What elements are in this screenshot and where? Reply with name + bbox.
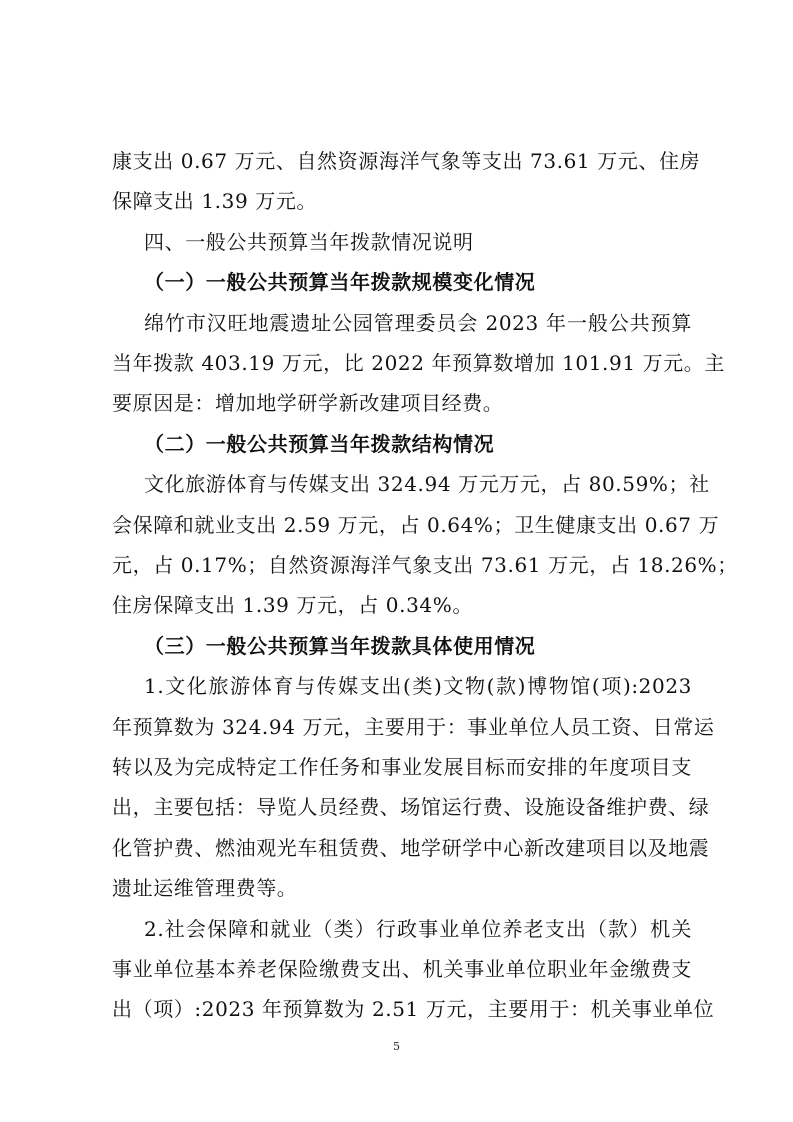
section-heading: （三）一般公共预算当年拨款具体使用情况 — [144, 633, 536, 658]
text-line: 化管护费、燃油观光车租赁费、地学研学中心新改建项目以及地震 — [112, 835, 710, 860]
text-line: 要原因是：增加地学研学新改建项目经费。 — [112, 391, 504, 416]
section-heading: （二）一般公共预算当年拨款结构情况 — [144, 431, 495, 456]
page-number: 5 — [393, 1040, 400, 1053]
text-line: 当年拨款 403.19 万元，比 2022 年预算数增加 101.91 万元。主 — [112, 351, 726, 375]
text-line: 转以及为完成特定工作任务和事业发展目标而安排的年度项目支 — [112, 755, 692, 779]
text-line: 出（项）:2023 年预算数为 2.51 万元，主要用于：机关事业单位 — [112, 997, 715, 1022]
text-line: 会保障和就业支出 2.59 万元，占 0.64%；卫生健康支出 0.67 万 — [112, 512, 720, 537]
text-line: 年预算数为 324.94 万元，主要用于：事业单位人员工资、日常运 — [112, 714, 715, 739]
text-line: 事业单位基本养老保险缴费支出、机关事业单位职业年金缴费支 — [112, 957, 692, 981]
text-line: 遗址运维管理费等。 — [112, 876, 298, 901]
text-line: 1.文化旅游体育与传媒支出(类)文物(款)博物馆(项):2023 — [144, 674, 692, 699]
text-line: 文化旅游体育与传媒支出 324.94 万元万元，占 80.59%；社 — [144, 472, 710, 497]
section-heading: （一）一般公共预算当年拨款规模变化情况 — [144, 270, 536, 295]
text-line: 绵竹市汉旺地震遗址公园管理委员会 2023 年一般公共预算 — [144, 310, 692, 335]
text-line: 住房保障支出 1.39 万元，占 0.34%。 — [112, 593, 473, 618]
text-line: 2.社会保障和就业（类）行政事业单位养老支出（款）机关 — [144, 916, 692, 941]
text-line: 出，主要包括：导览人员经费、场馆运行费、设施设备维护费、绿 — [112, 795, 710, 820]
text-line: 元，占 0.17%；自然资源海洋气象支出 73.61 万元，占 18.26%； — [112, 553, 738, 577]
text-line: 四、一般公共预算当年拨款情况说明 — [144, 229, 474, 254]
text-line: 康支出 0.67 万元、自然资源海洋气象等支出 73.61 万元、住房 — [112, 149, 701, 173]
text-line: 保障支出 1.39 万元。 — [112, 189, 318, 214]
